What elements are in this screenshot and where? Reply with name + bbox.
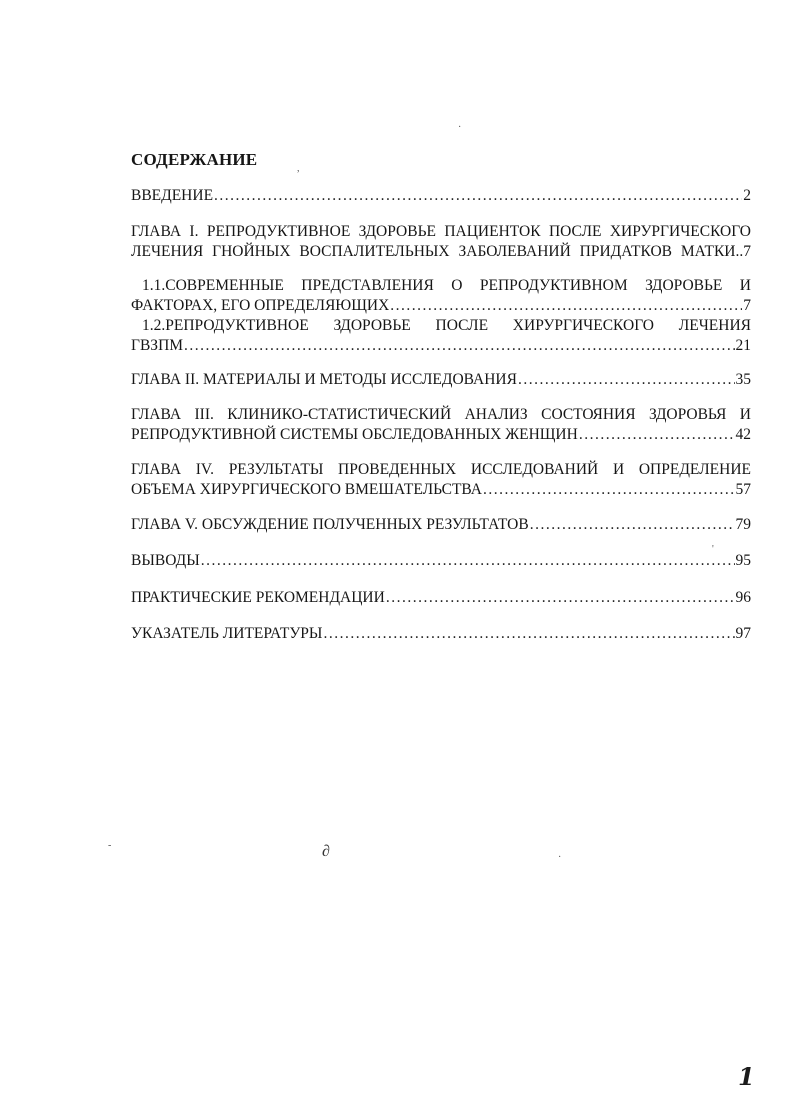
leader-dots xyxy=(323,624,734,644)
toc-entry-label: ГЛАВА V. ОБСУЖДЕНИЕ ПОЛУЧЕННЫХ РЕЗУЛЬТАТОВ xyxy=(131,516,529,533)
leader-dots xyxy=(201,551,735,571)
toc-entry-conclusions xyxy=(131,551,751,571)
toc-page-number: 35 xyxy=(735,371,751,388)
toc-entry-label: 1.2.РЕПРОДУКТИВНОЕ ЗДОРОВЬЕ ПОСЛЕ ХИРУРГИЧЕСКОГО ЛЕЧЕНИЯ xyxy=(142,317,751,334)
toc-entry-label-cont: ФАКТОРАХ, ЕГО ОПРЕДЕЛЯЮЩИХ xyxy=(131,297,390,314)
scan-speck: ' xyxy=(712,544,714,555)
leader-dots xyxy=(530,515,735,535)
toc-entry-chapter-4 xyxy=(131,460,751,500)
toc-entry-label: ГЛАВА I. РЕПРОДУКТИВНОЕ ЗДОРОВЬЕ ПАЦИЕНТОК ПОСЛЕ ХИРУРГИЧЕСКОГО xyxy=(131,223,751,240)
leader-dots xyxy=(579,425,735,445)
toc-page-number: 42 xyxy=(735,426,751,443)
toc-entry-label: УКАЗАТЕЛЬ ЛИТЕРАТУРЫ xyxy=(131,625,323,642)
handwritten-page-number: 1 xyxy=(738,1062,755,1091)
leader-dots xyxy=(518,370,735,390)
toc-page-number: 97 xyxy=(735,625,751,642)
toc-entry-label-cont: РЕПРОДУКТИВНОЙ СИСТЕМЫ ОБСЛЕДОВАННЫХ ЖЕНЩИН xyxy=(131,426,578,443)
leader-dots xyxy=(386,588,735,608)
toc-entry-label: ВВЕДЕНИЕ xyxy=(131,187,214,204)
scan-speck: · xyxy=(558,852,562,863)
toc-page-number: 7 xyxy=(743,297,751,314)
toc-entry-chapter-3 xyxy=(131,405,751,445)
toc-entry-label: 1.1.СОВРЕМЕННЫЕ ПРЕДСТАВЛЕНИЯ О РЕПРОДУКТИВНОМ ЗДОРОВЬЕ И xyxy=(142,277,751,294)
toc-page-number: 79 xyxy=(735,516,751,533)
toc-entry-chapter-5 xyxy=(131,515,751,535)
toc-page-number: 96 xyxy=(735,589,751,606)
toc-entry-label: ПРАКТИЧЕСКИЕ РЕКОМЕНДАЦИИ xyxy=(131,589,385,606)
scan-mark-icon: ∂ xyxy=(322,843,330,860)
toc-entry-label-cont: ОБЪЕМА ХИРУРГИЧЕСКОГО ВМЕШАТЕЛЬСТВА xyxy=(131,481,482,498)
toc-page-number: 95 xyxy=(735,552,751,569)
toc-entry-label: ГЛАВА II. МАТЕРИАЛЫ И МЕТОДЫ ИССЛЕДОВАНИЯ xyxy=(131,371,517,388)
toc-entry-label: ГЛАВА III. КЛИНИКО-СТАТИСТИЧЕСКИЙ АНАЛИЗ СОСТОЯНИЯ ЗДОРОВЬЯ И xyxy=(131,406,751,423)
toc-entry-chapter-2 xyxy=(131,370,751,390)
scan-speck: - xyxy=(108,840,112,851)
toc-entry-recommendations xyxy=(131,588,751,608)
leader-dots xyxy=(184,336,734,356)
scan-speck: · xyxy=(458,122,462,133)
toc-page-number: 21 xyxy=(735,337,751,354)
leader-dots xyxy=(483,480,735,500)
leader-dots xyxy=(390,296,742,316)
toc-title: СОДЕРЖАНИЕ xyxy=(131,150,258,169)
toc-page-number: 57 xyxy=(735,481,751,498)
toc-entry-chapter-1 xyxy=(131,222,751,262)
toc-entry-introduction xyxy=(131,186,751,206)
toc-entry-label: ГЛАВА IV. РЕЗУЛЬТАТЫ ПРОВЕДЕННЫХ ИССЛЕДОВАНИЙ И ОПРЕДЕЛЕНИЕ xyxy=(131,461,751,478)
leader-dots xyxy=(214,186,742,206)
toc-entry-label-cont: ГВЗПМ xyxy=(131,337,184,354)
toc-entry-label-cont: ЛЕЧЕНИЯ ГНОЙНЫХ ВОСПАЛИТЕЛЬНЫХ ЗАБОЛЕВАНИЙ ПРИДАТКОВ МАТКИ..7 xyxy=(131,243,751,260)
toc-page-number: 2 xyxy=(743,187,751,204)
scan-speck: , xyxy=(297,163,300,174)
toc-entry-references xyxy=(131,624,751,644)
toc-entry-section-1-2 xyxy=(131,316,751,356)
toc-entry-label: ВЫВОДЫ xyxy=(131,552,200,569)
toc-entry-section-1-1 xyxy=(131,276,751,316)
